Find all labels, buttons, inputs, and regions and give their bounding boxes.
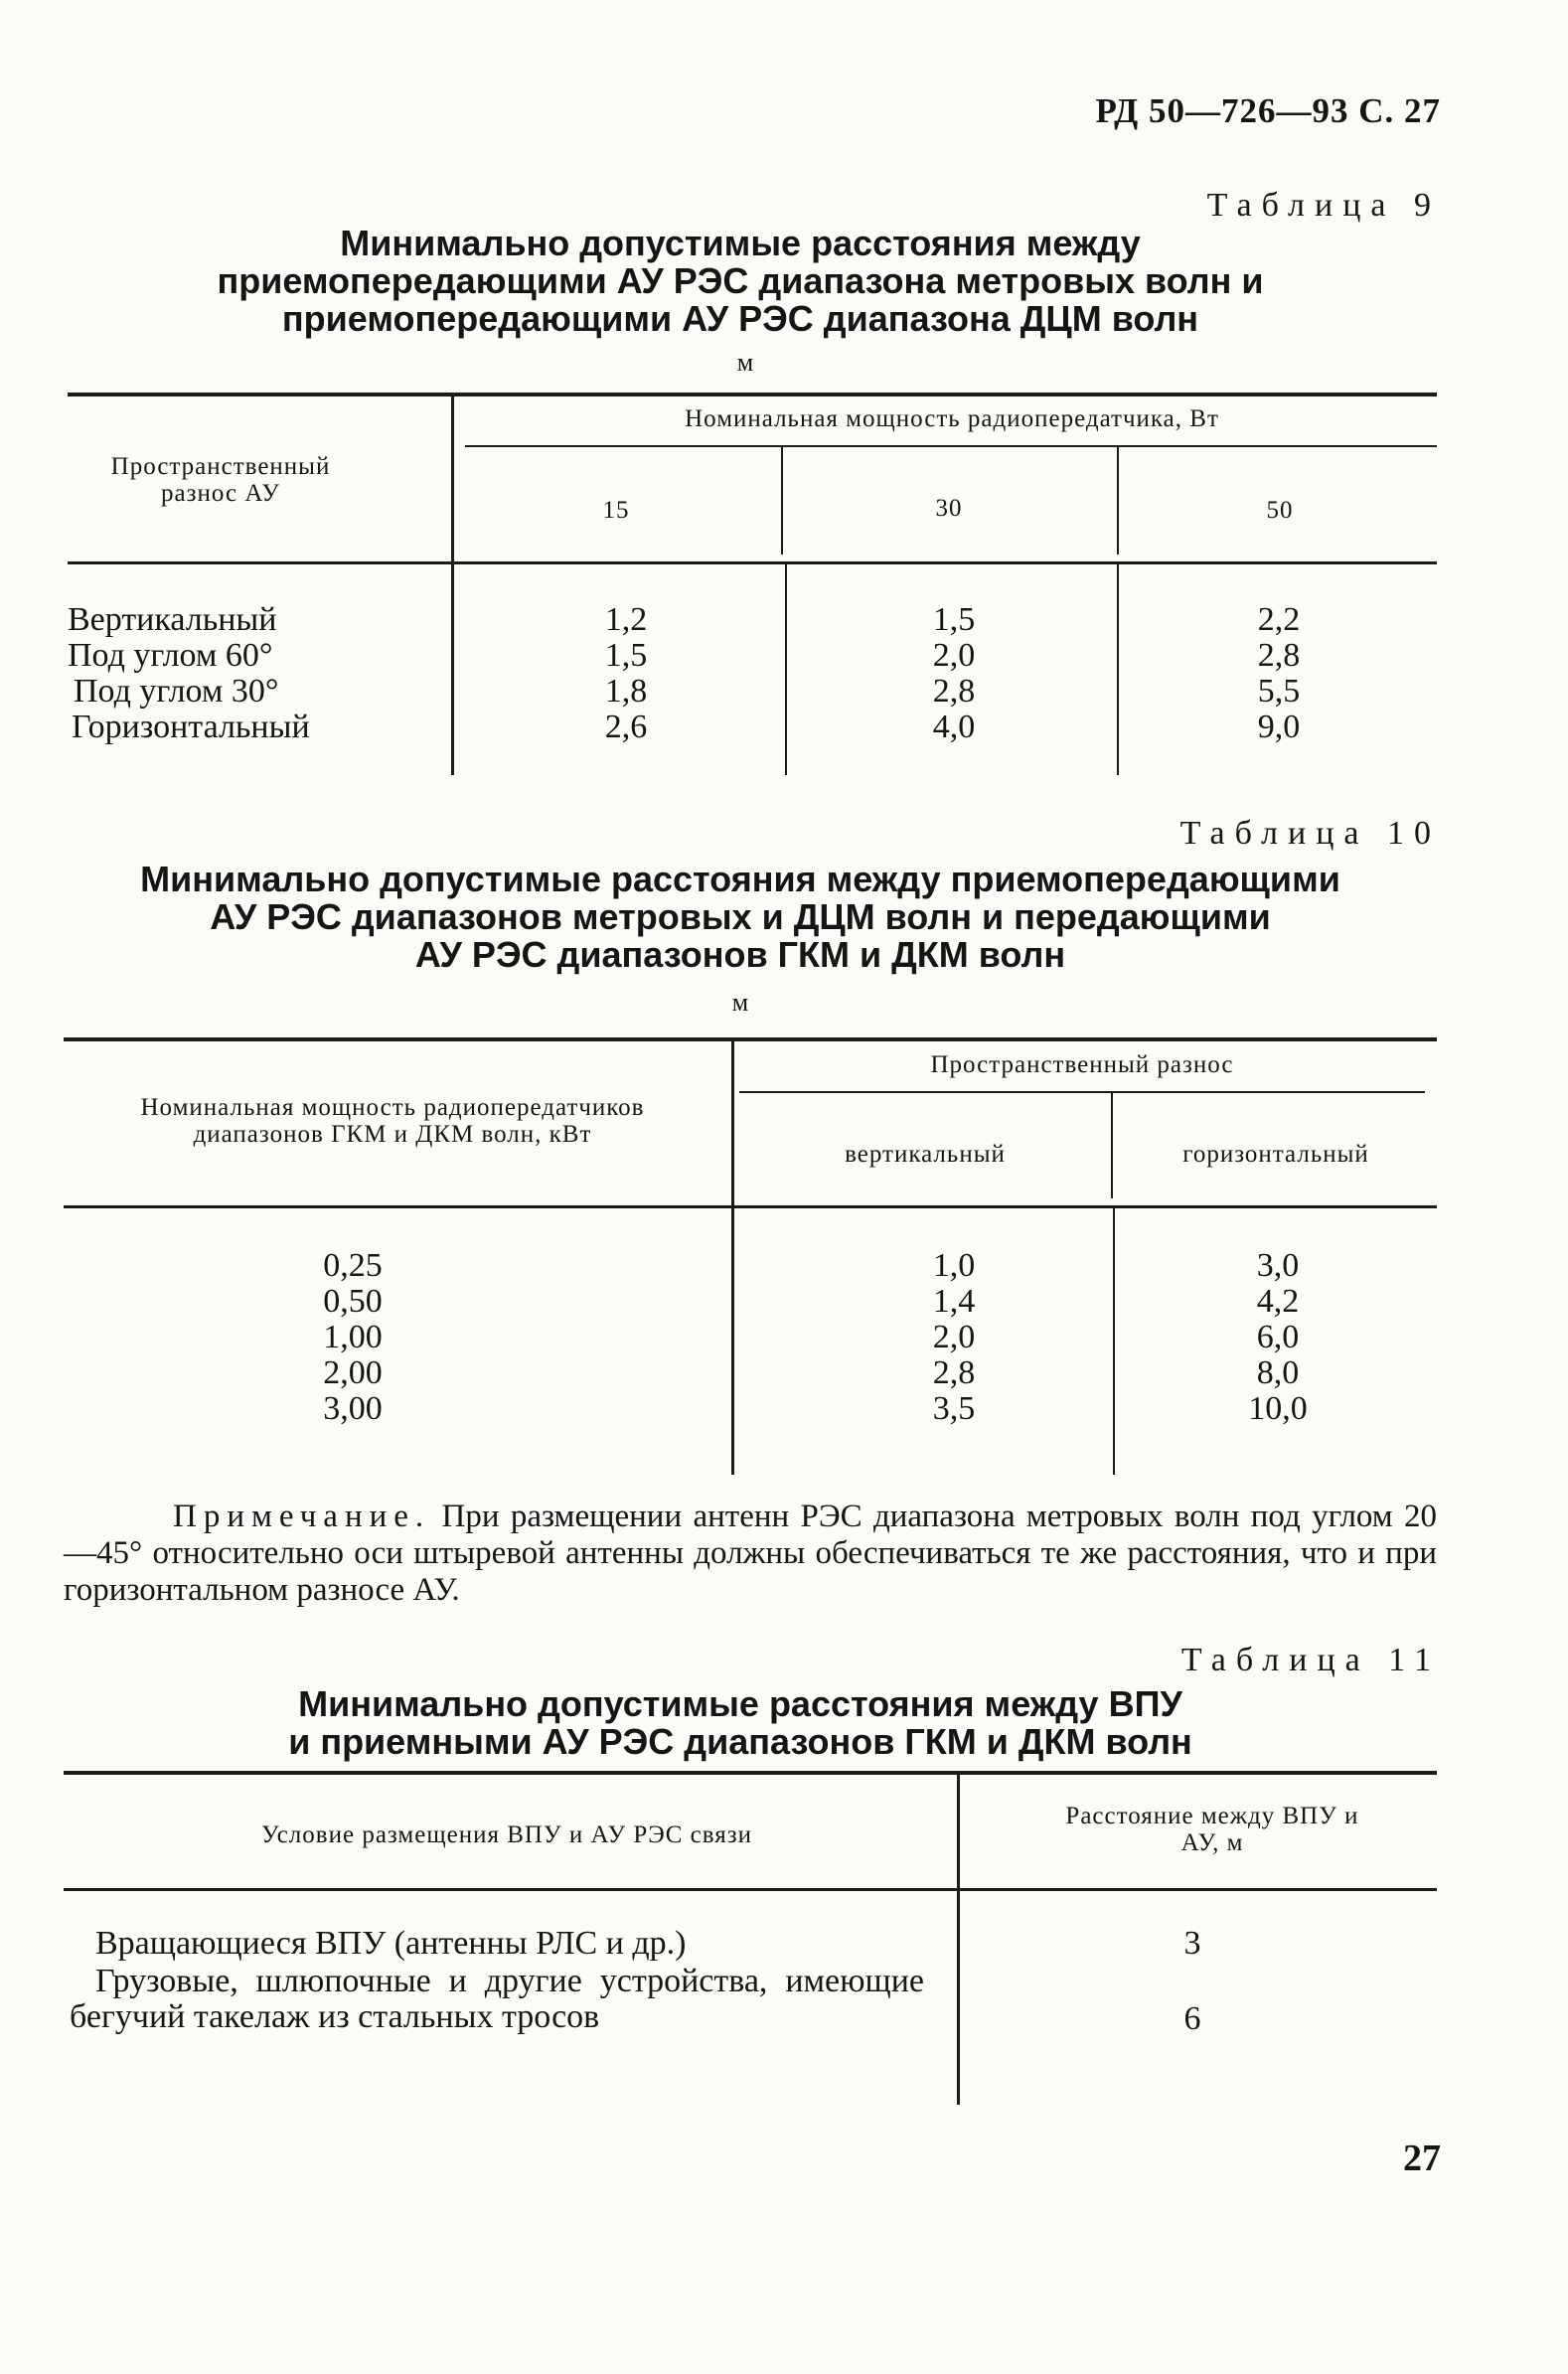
table9-col-divider-1 xyxy=(781,447,783,554)
table10-col-header-2: горизонтальный xyxy=(1182,1141,1369,1168)
table9-cell: 2,6 xyxy=(604,709,648,745)
table11-value: 3 xyxy=(1183,1925,1201,1962)
table10-cell: 1,4 xyxy=(932,1283,976,1320)
table11-col1-header: Условие размещения ВПУ и АУ РЭС связи xyxy=(261,1821,752,1848)
table9-title-line-3: приемопередающими АУ РЭС диапазона ДЦМ волн xyxy=(281,298,1199,339)
table9-cell: 1,5 xyxy=(932,601,976,638)
table10-title-line-1: Минимально допустимые расстояния между приемопередающими xyxy=(140,859,1340,899)
table9-cell: 1,8 xyxy=(604,673,648,710)
table9-col-header-2: 30 xyxy=(935,495,963,522)
table10-title-line-3: АУ РЭС диапазонов ГКМ и ДКМ волн xyxy=(414,934,1066,975)
table11-value: 6 xyxy=(1183,2000,1201,2037)
table9-title-line-1: Минимально допустимые расстояния между xyxy=(340,223,1141,263)
table10-stub-divider xyxy=(731,1039,734,1475)
table10-col-header-1: вертикальный xyxy=(845,1141,1006,1168)
table10-row-label: 2,00 xyxy=(323,1354,383,1391)
table11-col2-header: Расстояние между ВПУ и АУ, м xyxy=(1065,1803,1359,1856)
table9-cell: 1,5 xyxy=(604,637,648,674)
page-number: 27 xyxy=(1403,2137,1441,2179)
table10-col-vertical xyxy=(795,1248,1113,1427)
table11-header-rule xyxy=(64,1888,1437,1891)
table11-row-2-label: Грузовые, шлюпочные и другие устройства, имеющие бегучий такелаж из стальных тросов xyxy=(70,1963,924,2035)
table11-title xyxy=(70,1685,1411,1761)
table9-stub-header: Пространственный разнос АУ xyxy=(110,453,331,507)
table10-stub-header: Номинальная мощность радиопередатчиков диапазонов ГКМ и ДКМ волн, кВт xyxy=(140,1094,645,1148)
table10-group-header: Пространственный разнос xyxy=(930,1051,1234,1078)
table10-cell: 3,5 xyxy=(932,1390,976,1427)
table9-title-line-2: приемопередающими АУ РЭС диапазона метровых волн и xyxy=(217,260,1264,301)
table9-group-header: Номинальная мощность радиопередатчика, Вт xyxy=(685,405,1219,432)
table11-title-line-2: и приемными АУ РЭС диапазонов ГКМ и ДКМ волн xyxy=(288,1721,1192,1762)
table10-cell: 4,2 xyxy=(1256,1283,1300,1320)
table9-col-50 xyxy=(1121,602,1437,745)
table9-stub-divider xyxy=(451,395,454,775)
table10-title-line-2: АУ РЭС диапазонов метровых и ДЦМ волн и передающими xyxy=(210,896,1271,937)
table10-cell: 6,0 xyxy=(1256,1319,1300,1355)
table9-row-label: Под углом 30° xyxy=(74,673,279,710)
table9-cell: 2,0 xyxy=(932,637,976,674)
table10-top-rule xyxy=(64,1037,1437,1041)
table10-unit: м xyxy=(731,988,749,1017)
table11-col-divider xyxy=(957,1773,960,2105)
table10-col-horizontal xyxy=(1119,1248,1437,1427)
note-text: При размещении антенн РЭС диапазона метровых волн под углом 20—45° относительно оси штыревой антенны должны обеспечиваться те же расстояния, что и при горизонтальном разносе АУ. xyxy=(64,1499,1438,1608)
table9-group-rule xyxy=(465,445,1437,447)
table9-cell: 4,0 xyxy=(932,709,976,745)
table10-note xyxy=(64,1499,1437,1609)
table10-group-rule xyxy=(739,1091,1425,1093)
table9-col-30 xyxy=(791,602,1117,745)
table9-row-labels xyxy=(68,602,445,745)
table9-col-header-3: 50 xyxy=(1266,497,1294,524)
table10-row-label: 3,00 xyxy=(323,1390,383,1427)
table10-cell: 10,0 xyxy=(1248,1390,1308,1427)
table9-cell: 1,2 xyxy=(604,601,648,638)
table11-title-line-1: Минимально допустимые расстояния между ВПУ xyxy=(298,1683,1182,1724)
table9-row-label: Под углом 60° xyxy=(68,637,273,674)
table10-header-rule xyxy=(64,1205,1437,1208)
table11-label: Таблица 11 xyxy=(1180,1642,1441,1678)
table10-label: Таблица 10 xyxy=(1179,815,1441,852)
table11-row-label: Вращающиеся ВПУ (антенны РЛС и др.) xyxy=(95,1925,687,1962)
table9-cell: 2,8 xyxy=(1257,637,1301,674)
table11-row-1-label xyxy=(70,1926,924,1962)
table9-cell: 2,2 xyxy=(1257,601,1301,638)
table10-cell: 3,0 xyxy=(1256,1247,1300,1284)
table9-header-rule xyxy=(68,561,1437,564)
table11-top-rule xyxy=(64,1771,1437,1775)
table9-col-divider-2 xyxy=(1117,447,1119,554)
table10-row-label: 1,00 xyxy=(323,1319,383,1355)
table9-col-15 xyxy=(457,602,795,745)
table9-row-label: Вертикальный xyxy=(68,601,277,638)
table10-title xyxy=(70,861,1411,974)
table9-body-divider-2 xyxy=(1117,564,1119,775)
note-label: Примечание. xyxy=(173,1499,431,1534)
table10-cell: 8,0 xyxy=(1256,1354,1300,1391)
table10-row-labels xyxy=(238,1248,467,1427)
table10-col-divider xyxy=(1111,1093,1113,1198)
running-header: РД 50—726—93 С. 27 xyxy=(1095,91,1441,130)
table9-label: Таблица 9 xyxy=(1206,187,1441,224)
table10-cell: 2,0 xyxy=(932,1319,976,1355)
table9-row-label: Горизонтальный xyxy=(72,709,310,745)
table9-cell: 9,0 xyxy=(1257,709,1301,745)
table9-title xyxy=(70,225,1411,338)
table10-row-label: 0,25 xyxy=(323,1247,383,1284)
table10-row-label: 0,50 xyxy=(323,1283,383,1320)
table10-cell: 2,8 xyxy=(932,1354,976,1391)
table9-cell: 2,8 xyxy=(932,673,976,710)
table10-cell: 1,0 xyxy=(932,1247,976,1284)
table9-cell: 5,5 xyxy=(1257,673,1301,710)
table9-col-header-1: 15 xyxy=(602,497,630,524)
table9-unit: м xyxy=(736,348,754,377)
table10-body-divider xyxy=(1113,1208,1115,1475)
table9-top-rule xyxy=(68,393,1437,396)
